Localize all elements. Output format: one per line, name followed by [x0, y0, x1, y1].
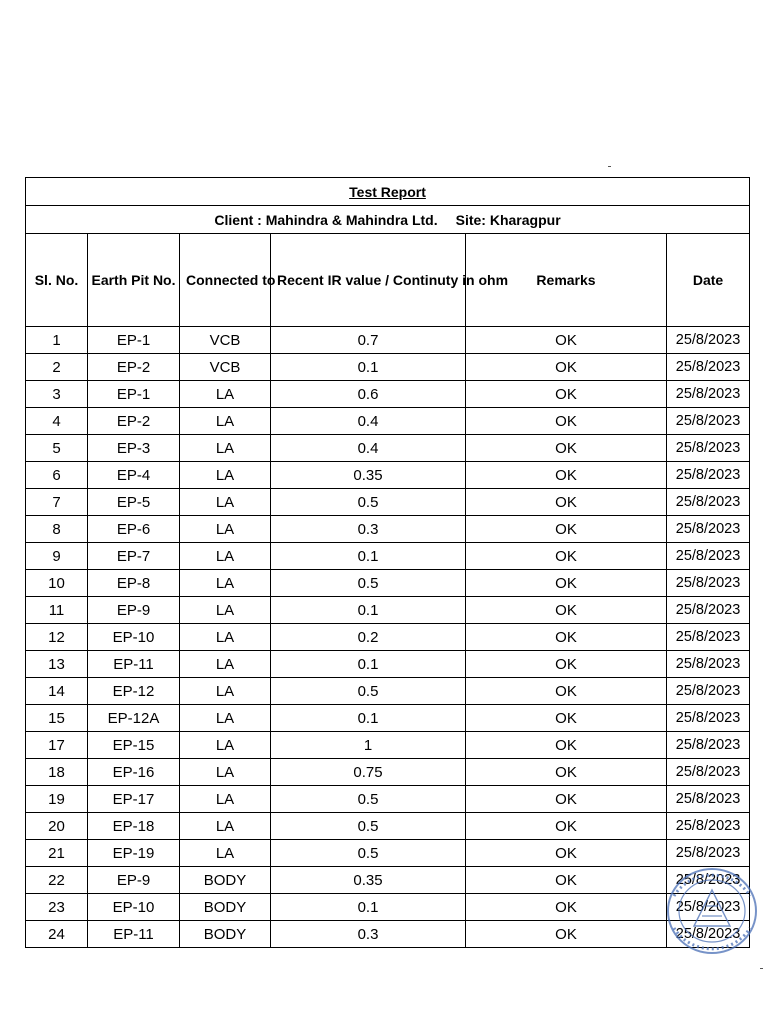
cell-remarks: OK — [466, 516, 667, 543]
cell-ir-value: 0.35 — [271, 867, 466, 894]
cell-remarks: OK — [466, 354, 667, 381]
cell-sl-no: 18 — [26, 759, 88, 786]
cell-connected-to: LA — [180, 732, 271, 759]
table-row — [26, 354, 750, 381]
cell-ir-value: 0.1 — [271, 543, 466, 570]
header-remarks: Remarks — [466, 234, 667, 327]
table-row — [26, 543, 750, 570]
cell-connected-to: LA — [180, 678, 271, 705]
cell-ir-value: 0.5 — [271, 786, 466, 813]
table-row — [26, 381, 750, 408]
cell-earth-pit-no: EP-2 — [88, 354, 180, 381]
cell-ir-value: 0.3 — [271, 921, 466, 948]
table-row — [26, 921, 750, 948]
cell-remarks: OK — [466, 678, 667, 705]
cell-earth-pit-no: EP-15 — [88, 732, 180, 759]
cell-date: 25/8/2023 — [667, 867, 750, 894]
table-row — [26, 516, 750, 543]
table-row — [26, 867, 750, 894]
cell-date: 25/8/2023 — [667, 678, 750, 705]
cell-date: 25/8/2023 — [667, 489, 750, 516]
cell-sl-no: 23 — [26, 894, 88, 921]
cell-earth-pit-no: EP-12A — [88, 705, 180, 732]
cell-sl-no: 9 — [26, 543, 88, 570]
cell-sl-no: 19 — [26, 786, 88, 813]
cell-remarks: OK — [466, 489, 667, 516]
cell-date: 25/8/2023 — [667, 381, 750, 408]
table-row — [26, 786, 750, 813]
cell-remarks: OK — [466, 732, 667, 759]
cell-remarks: OK — [466, 597, 667, 624]
cell-earth-pit-no: EP-8 — [88, 570, 180, 597]
cell-connected-to: LA — [180, 543, 271, 570]
cell-ir-value: 0.4 — [271, 435, 466, 462]
cell-earth-pit-no: EP-12 — [88, 678, 180, 705]
cell-date: 25/8/2023 — [667, 840, 750, 867]
cell-sl-no: 6 — [26, 462, 88, 489]
cell-date: 25/8/2023 — [667, 921, 750, 948]
cell-sl-no: 10 — [26, 570, 88, 597]
cell-connected-to: LA — [180, 651, 271, 678]
cell-earth-pit-no: EP-16 — [88, 759, 180, 786]
report-title-cell — [26, 178, 750, 206]
cell-earth-pit-no: EP-18 — [88, 813, 180, 840]
table-row — [26, 489, 750, 516]
table-row — [26, 408, 750, 435]
table-row — [26, 678, 750, 705]
cell-connected-to: LA — [180, 597, 271, 624]
cell-remarks: OK — [466, 408, 667, 435]
cell-date: 25/8/2023 — [667, 813, 750, 840]
cell-remarks: OK — [466, 462, 667, 489]
cell-sl-no: 2 — [26, 354, 88, 381]
table-row — [26, 624, 750, 651]
cell-ir-value: 0.1 — [271, 354, 466, 381]
cell-sl-no: 24 — [26, 921, 88, 948]
cell-sl-no: 21 — [26, 840, 88, 867]
header-date: Date — [667, 234, 750, 327]
cell-remarks: OK — [466, 813, 667, 840]
cell-connected-to: LA — [180, 381, 271, 408]
cell-date: 25/8/2023 — [667, 624, 750, 651]
cell-sl-no: 22 — [26, 867, 88, 894]
cell-connected-to: LA — [180, 489, 271, 516]
cell-connected-to: LA — [180, 408, 271, 435]
header-connected-to: Connected to — [180, 234, 271, 327]
cell-earth-pit-no: EP-5 — [88, 489, 180, 516]
cell-connected-to: BODY — [180, 867, 271, 894]
cell-date: 25/8/2023 — [667, 327, 750, 354]
cell-earth-pit-no: EP-3 — [88, 435, 180, 462]
table-row — [26, 840, 750, 867]
cell-ir-value: 0.4 — [271, 408, 466, 435]
cell-ir-value: 0.1 — [271, 597, 466, 624]
cell-ir-value: 0.1 — [271, 651, 466, 678]
cell-connected-to: LA — [180, 516, 271, 543]
cell-ir-value: 0.5 — [271, 489, 466, 516]
cell-date: 25/8/2023 — [667, 705, 750, 732]
cell-earth-pit-no: EP-11 — [88, 921, 180, 948]
cell-date: 25/8/2023 — [667, 543, 750, 570]
cell-date: 25/8/2023 — [667, 651, 750, 678]
cell-connected-to: VCB — [180, 327, 271, 354]
cell-connected-to: BODY — [180, 921, 271, 948]
table-header-row — [26, 234, 750, 327]
cell-ir-value: 0.35 — [271, 462, 466, 489]
cell-sl-no: 14 — [26, 678, 88, 705]
cell-date: 25/8/2023 — [667, 435, 750, 462]
cell-earth-pit-no: EP-10 — [88, 624, 180, 651]
cell-sl-no: 7 — [26, 489, 88, 516]
cell-connected-to: LA — [180, 624, 271, 651]
cell-remarks: OK — [466, 543, 667, 570]
cell-sl-no: 5 — [26, 435, 88, 462]
cell-connected-to: LA — [180, 786, 271, 813]
cell-connected-to: LA — [180, 813, 271, 840]
table-row — [26, 651, 750, 678]
cell-ir-value: 0.7 — [271, 327, 466, 354]
table-row — [26, 732, 750, 759]
cell-connected-to: LA — [180, 462, 271, 489]
cell-remarks: OK — [466, 381, 667, 408]
cell-date: 25/8/2023 — [667, 408, 750, 435]
cell-earth-pit-no: EP-7 — [88, 543, 180, 570]
table-row — [26, 570, 750, 597]
cell-date: 25/8/2023 — [667, 516, 750, 543]
cell-ir-value: 0.5 — [271, 570, 466, 597]
cell-date: 25/8/2023 — [667, 597, 750, 624]
cell-remarks: OK — [466, 759, 667, 786]
cell-remarks: OK — [466, 921, 667, 948]
cell-earth-pit-no: EP-2 — [88, 408, 180, 435]
cell-sl-no: 8 — [26, 516, 88, 543]
table-row — [26, 813, 750, 840]
cell-ir-value: 1 — [271, 732, 466, 759]
cell-connected-to: LA — [180, 705, 271, 732]
cell-ir-value: 0.75 — [271, 759, 466, 786]
cell-earth-pit-no: EP-19 — [88, 840, 180, 867]
cell-remarks: OK — [466, 894, 667, 921]
cell-sl-no: 13 — [26, 651, 88, 678]
cell-sl-no: 17 — [26, 732, 88, 759]
cell-sl-no: 4 — [26, 408, 88, 435]
test-report-table — [25, 177, 750, 948]
cell-earth-pit-no: EP-10 — [88, 894, 180, 921]
cell-remarks: OK — [466, 435, 667, 462]
cell-remarks: OK — [466, 867, 667, 894]
header-earth-pit-no: Earth Pit No. — [88, 234, 180, 327]
scan-speck — [608, 166, 611, 167]
cell-date: 25/8/2023 — [667, 354, 750, 381]
cell-connected-to: BODY — [180, 894, 271, 921]
cell-date: 25/8/2023 — [667, 462, 750, 489]
cell-earth-pit-no: EP-9 — [88, 597, 180, 624]
cell-date: 25/8/2023 — [667, 759, 750, 786]
cell-remarks: OK — [466, 624, 667, 651]
cell-remarks: OK — [466, 651, 667, 678]
report-title: Test Report — [349, 183, 426, 200]
cell-earth-pit-no: EP-4 — [88, 462, 180, 489]
cell-earth-pit-no: EP-11 — [88, 651, 180, 678]
cell-remarks: OK — [466, 327, 667, 354]
cell-sl-no: 11 — [26, 597, 88, 624]
cell-date: 25/8/2023 — [667, 570, 750, 597]
table-row — [26, 462, 750, 489]
site-name: Site: Kharagpur — [455, 211, 561, 228]
table-row — [26, 327, 750, 354]
cell-sl-no: 3 — [26, 381, 88, 408]
cell-ir-value: 0.1 — [271, 705, 466, 732]
cell-ir-value: 0.2 — [271, 624, 466, 651]
cell-date: 25/8/2023 — [667, 894, 750, 921]
cell-earth-pit-no: EP-1 — [88, 381, 180, 408]
cell-sl-no: 12 — [26, 624, 88, 651]
cell-remarks: OK — [466, 705, 667, 732]
client-name: Client : Mahindra & Mahindra Ltd. — [214, 211, 438, 228]
cell-sl-no: 15 — [26, 705, 88, 732]
cell-ir-value: 0.5 — [271, 813, 466, 840]
cell-ir-value: 0.1 — [271, 894, 466, 921]
cell-ir-value: 0.5 — [271, 678, 466, 705]
cell-remarks: OK — [466, 570, 667, 597]
cell-earth-pit-no: EP-17 — [88, 786, 180, 813]
cell-earth-pit-no: EP-6 — [88, 516, 180, 543]
table-row — [26, 705, 750, 732]
cell-ir-value: 0.5 — [271, 840, 466, 867]
cell-connected-to: LA — [180, 759, 271, 786]
cell-date: 25/8/2023 — [667, 786, 750, 813]
cell-ir-value: 0.6 — [271, 381, 466, 408]
table-row — [26, 435, 750, 462]
table-row — [26, 894, 750, 921]
header-ir-value: Recent IR value / Continuty in ohm — [271, 234, 466, 327]
scan-speck — [760, 968, 763, 969]
table-row — [26, 759, 750, 786]
cell-connected-to: LA — [180, 435, 271, 462]
table-row — [26, 597, 750, 624]
header-sl-no: Sl. No. — [26, 234, 88, 327]
cell-sl-no: 20 — [26, 813, 88, 840]
cell-earth-pit-no: EP-9 — [88, 867, 180, 894]
cell-date: 25/8/2023 — [667, 732, 750, 759]
cell-connected-to: LA — [180, 570, 271, 597]
cell-connected-to: VCB — [180, 354, 271, 381]
cell-remarks: OK — [466, 786, 667, 813]
cell-ir-value: 0.3 — [271, 516, 466, 543]
report-title-row — [26, 178, 750, 206]
client-site-cell — [26, 206, 750, 234]
cell-remarks: OK — [466, 840, 667, 867]
cell-earth-pit-no: EP-1 — [88, 327, 180, 354]
client-site-row — [26, 206, 750, 234]
cell-connected-to: LA — [180, 840, 271, 867]
cell-sl-no: 1 — [26, 327, 88, 354]
